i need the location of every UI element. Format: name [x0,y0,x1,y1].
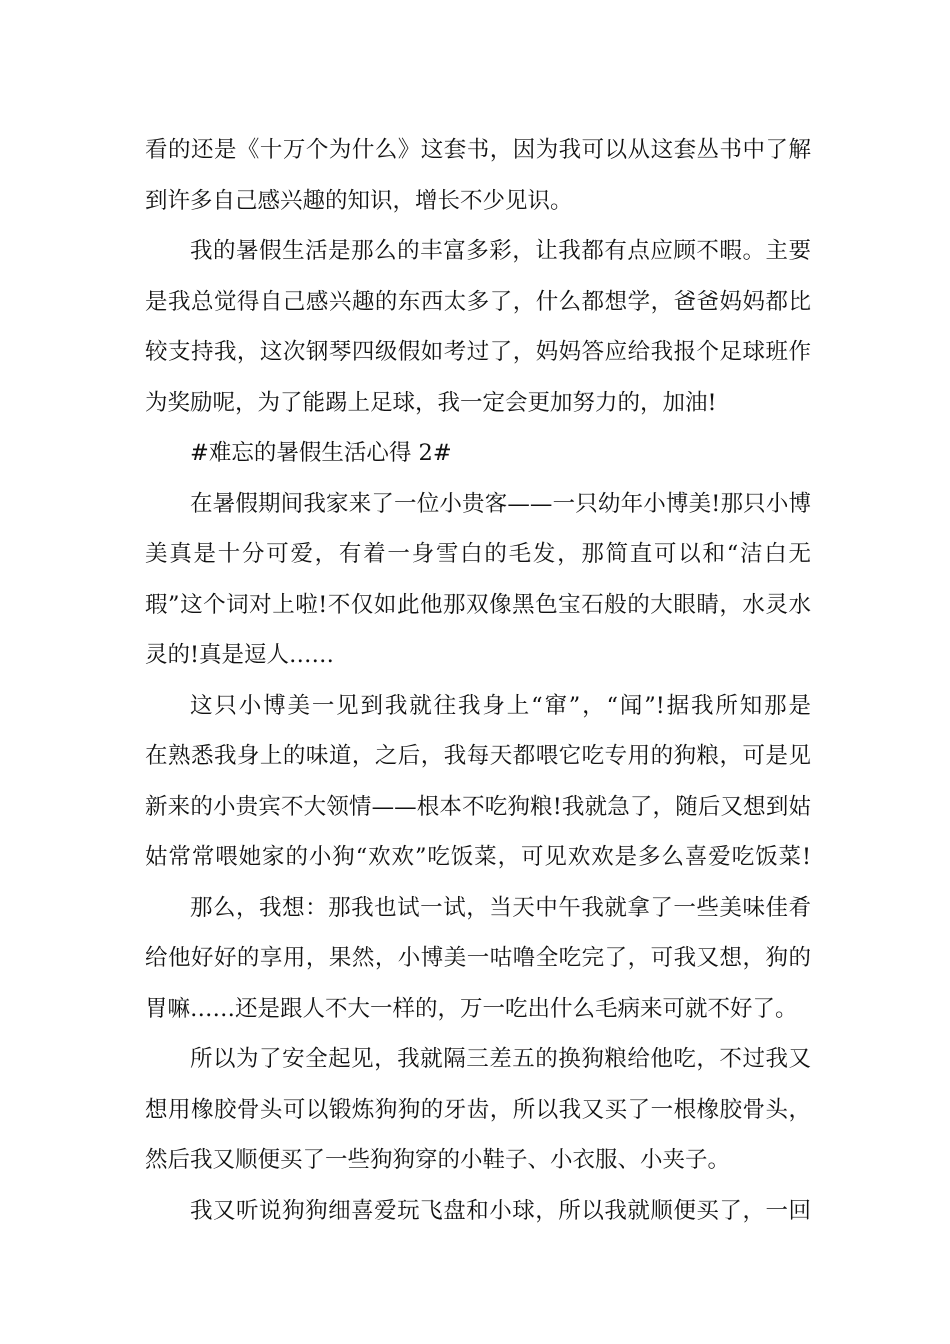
paragraph-first-line: 这只小博美一见到我就往我身上“窜”，“闻”!据我所知那是 [190,692,811,719]
document-body [145,125,811,1236]
text-line: 较支持我，这次钢琴四级假如考过了，妈妈答应给我报个足球班作 [145,339,811,365]
text-line: 美真是十分可爱，有着一身雪白的毛发，那简直可以和“洁白无 [145,541,811,567]
text-line: 看的还是《十万个为什么》这套书，因为我可以从这套丛书中了解 [145,137,811,163]
text-line: 姑常常喂她家的小狗“欢欢”吃饭菜，可见欢欢是多么喜爱吃饭菜! [145,844,811,870]
paragraph-first-line: 在暑假期间我家来了一位小贵客——一只幼年小博美!那只小博 [190,490,811,517]
text-line: 是我总觉得自己感兴趣的东西太多了，什么都想学，爸爸妈妈都比 [145,288,811,315]
paragraph-first-line: 我的暑假生活是那么的丰富多彩，让我都有点应顾不暇。主要 [190,238,811,264]
section-heading: #难忘的暑假生活心得 2# [190,440,452,466]
text-line: 给他好好的享用，果然，小博美一咕噜全吃完了，可我又想，狗的 [145,945,811,971]
text-line: 然后我又顺便买了一些狗狗穿的小鞋子、小衣服、小夹子。 [145,1147,731,1173]
text-line: 灵的!真是逗人…… [145,642,335,668]
paragraph-first-line: 我又听说狗狗细喜爱玩飞盘和小球，所以我就顺便买了，一回 [190,1197,811,1224]
text-line: 为奖励呢，为了能踢上足球，我一定会更加努力的，加油! [145,389,717,416]
text-line: 胃嘛……还是跟人不大一样的，万一吃出什么毛病来可就不好了。 [145,995,798,1022]
text-line: 在熟悉我身上的味道，之后，我每天都喂它吃专用的狗粮，可是见 [145,743,811,769]
paragraph-first-line: 所以为了安全起见，我就隔三差五的换狗粮给他吃，不过我又 [190,1046,811,1072]
paragraph-first-line: 那么，我想：那我也试一试，当天中午我就拿了一些美味佳肴 [190,894,811,921]
text-line: 想用橡胶骨头可以锻炼狗狗的牙齿，所以我又买了一根橡胶骨头， [145,1096,811,1123]
text-line: 瑕”这个词对上啦!不仅如此他那双像黑色宝石般的大眼睛，水灵水 [145,591,811,618]
text-line: 新来的小贵宾不大领情——根本不吃狗粮!我就急了，随后又想到姑 [145,793,811,820]
text-line: 到许多自己感兴趣的知识，增长不少见识。 [145,187,573,214]
